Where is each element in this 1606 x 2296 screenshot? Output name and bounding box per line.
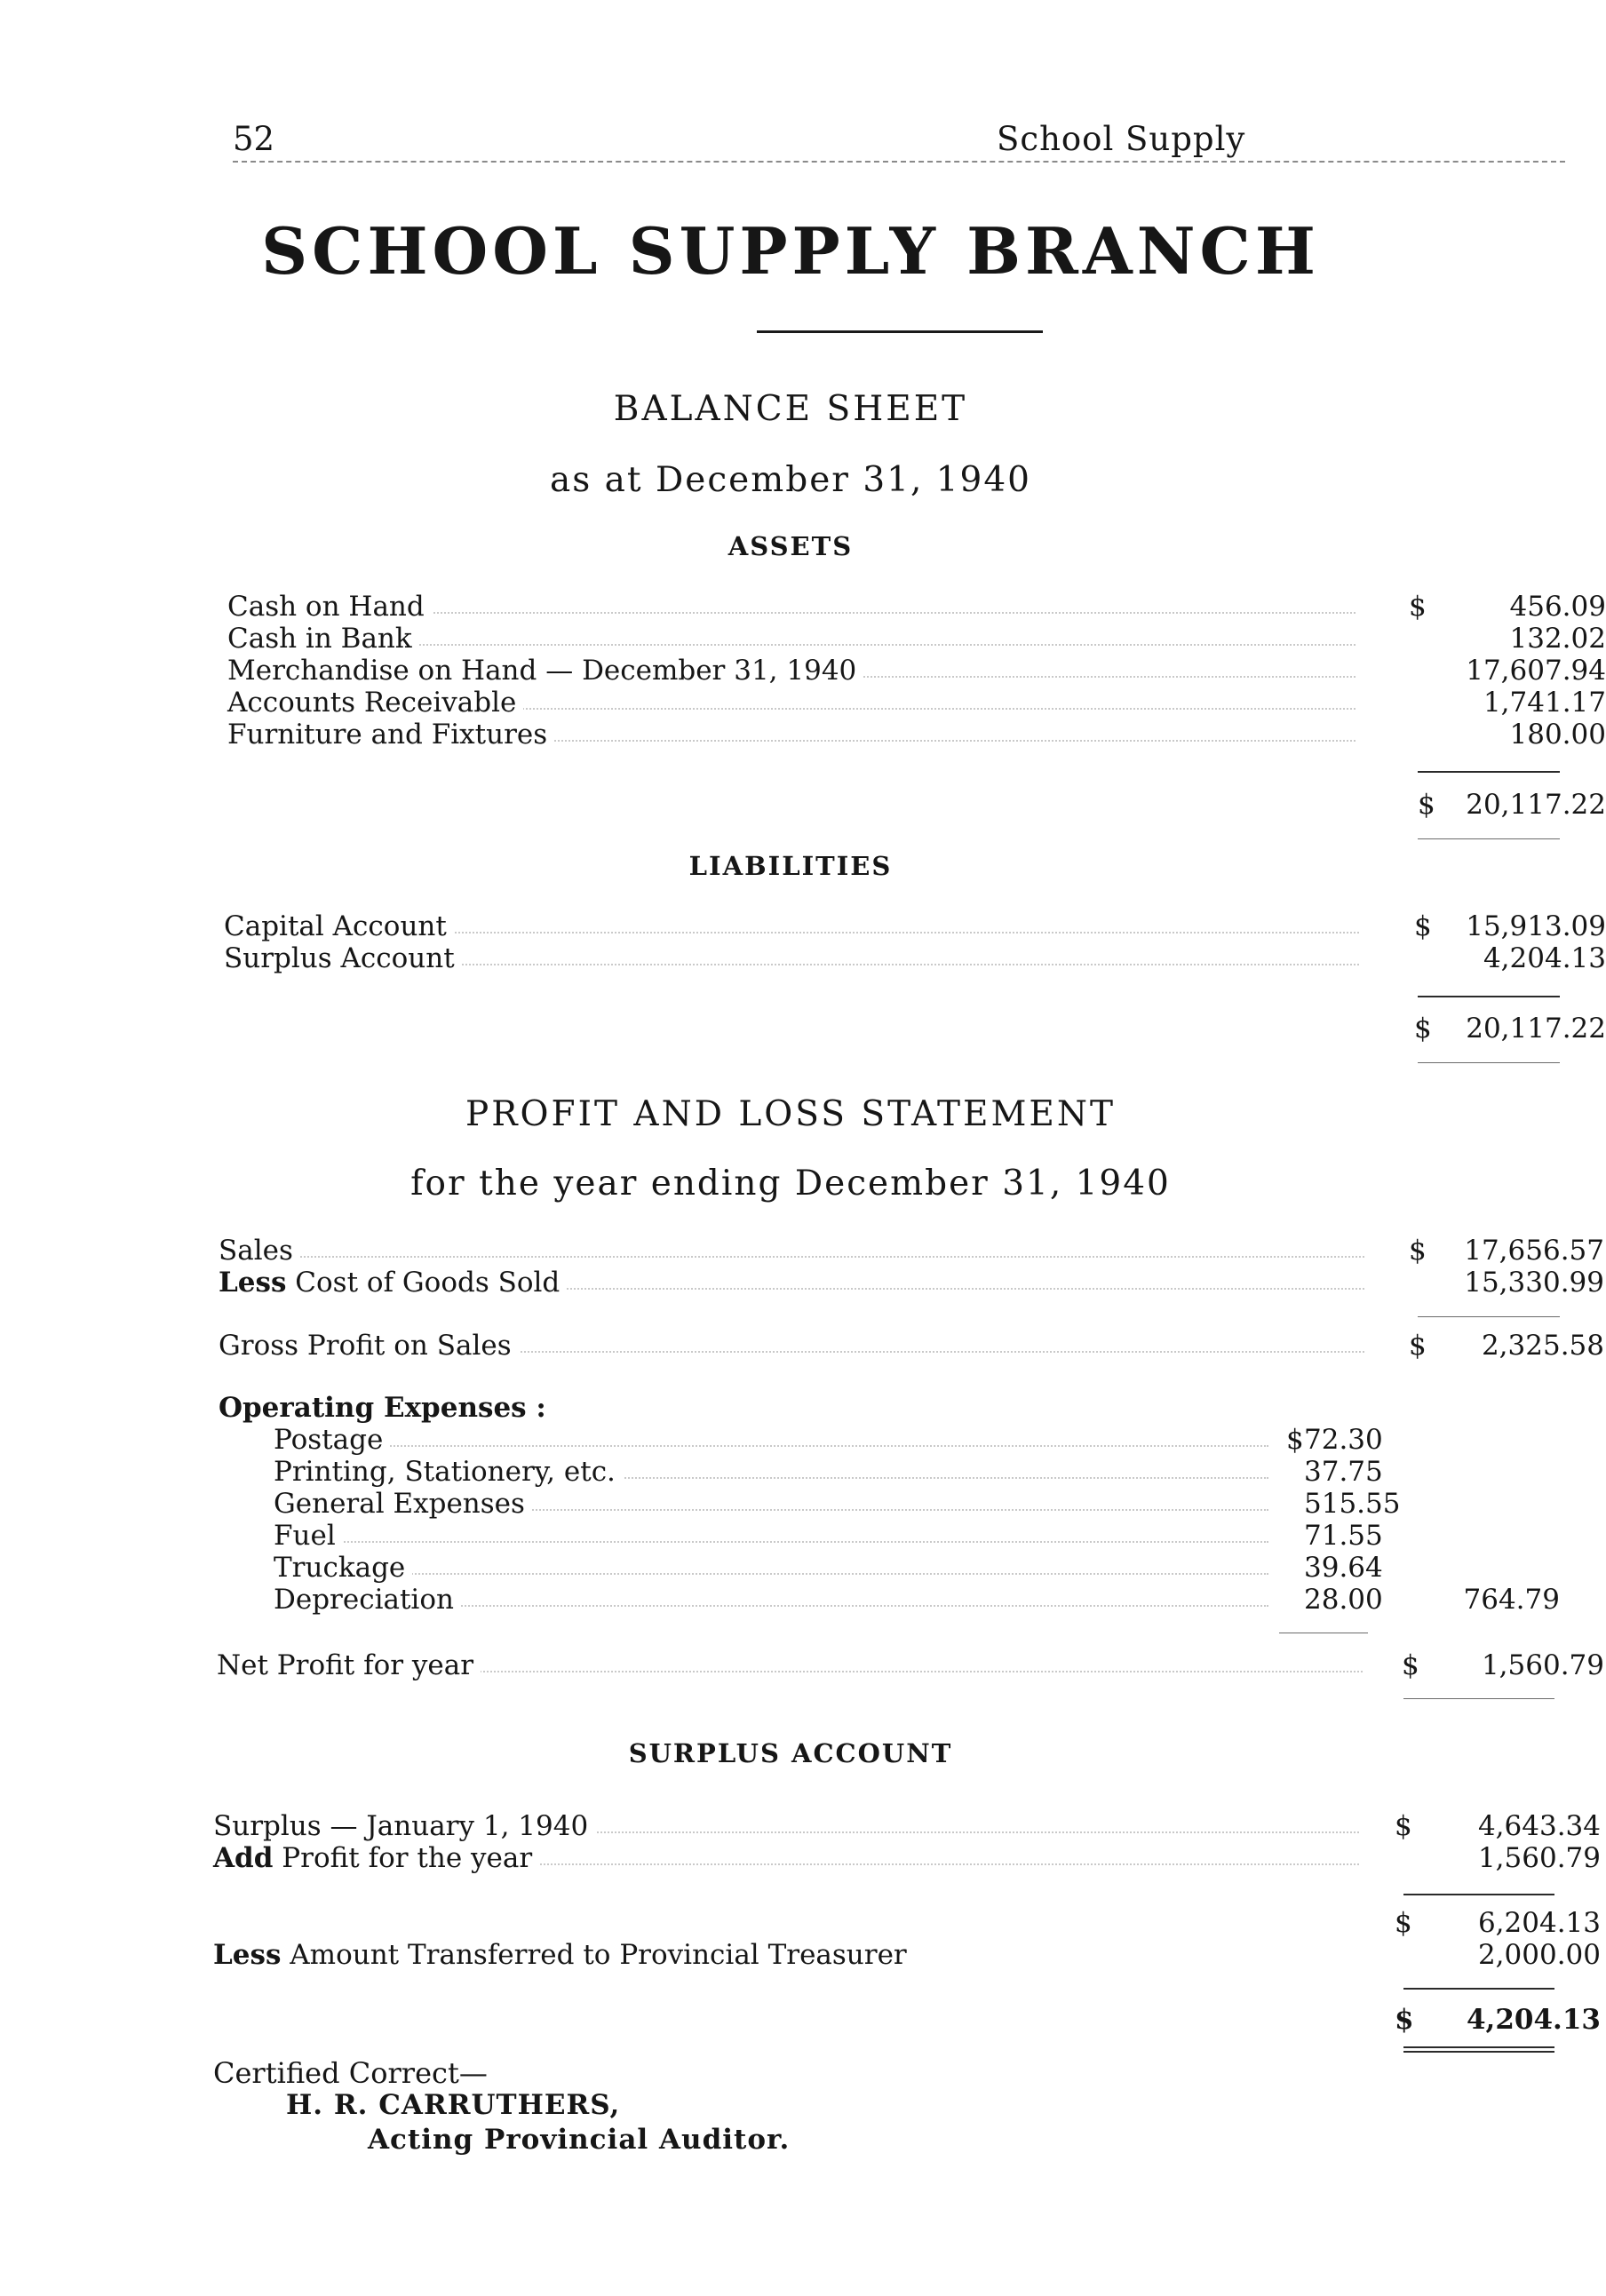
net-profit-row <box>217 1649 1604 1681</box>
surplus-closing-row <box>213 2004 1601 2036</box>
surplus-opening-currency: $ <box>1395 1810 1412 1842</box>
expense-label: Truckage <box>274 1552 412 1584</box>
gross-amount: 2,325.58 <box>1481 1330 1604 1362</box>
opex-heading <box>219 1392 1107 1424</box>
surplus-subtotal-rule <box>1403 1894 1554 1895</box>
pl-sales-row <box>219 1235 1604 1267</box>
assets-total-row <box>227 789 1606 821</box>
running-title: School Supply <box>997 120 1246 158</box>
surplus-closing: 4,204.13 <box>1466 2004 1601 2036</box>
expense-row <box>274 1456 1560 1488</box>
expense-amount: 39.64 <box>1304 1552 1383 1584</box>
surplus-less-row <box>213 1939 1601 1971</box>
expense-row <box>274 1520 1560 1552</box>
asset-currency: $ <box>1409 591 1427 623</box>
expense-label: Postage <box>274 1424 390 1456</box>
expenses-total: 764.79 <box>1463 1584 1560 1616</box>
cost-amount: 15,330.99 <box>1464 1267 1604 1299</box>
asset-amount: 132.02 <box>1509 623 1606 655</box>
net-profit-label: Net Profit for year <box>217 1649 481 1681</box>
expense-label: Depreciation <box>274 1584 461 1616</box>
liabilities-total-rule <box>1418 1062 1560 1063</box>
liability-amount: 4,204.13 <box>1483 942 1606 974</box>
expense-amount: 37.75 <box>1304 1456 1383 1488</box>
asset-label: Cash in Bank <box>227 623 419 655</box>
balance-sheet-heading: BALANCE SHEET <box>613 389 968 429</box>
less-amount: 2,000.00 <box>1477 1939 1601 1971</box>
liabilities-total-row <box>224 1013 1606 1045</box>
assets-total-currency: $ <box>1418 789 1435 821</box>
liabilities-total: 20,117.22 <box>1466 1013 1606 1045</box>
liability-row <box>224 942 1606 974</box>
cost-prefix: Less <box>219 1267 287 1299</box>
pl-gross-row <box>219 1330 1604 1362</box>
running-head <box>233 118 1565 163</box>
expense-row <box>274 1552 1560 1584</box>
net-profit-rule <box>1403 1698 1554 1699</box>
asset-amount: 1,741.17 <box>1483 687 1606 719</box>
liability-amount: 15,913.09 <box>1466 910 1606 942</box>
double-rule <box>1403 2046 1554 2053</box>
surplus-closing-currency: $ <box>1395 2004 1414 2036</box>
surplus-closing-rule <box>1403 1988 1554 1990</box>
expense-label: General Expenses <box>274 1488 532 1520</box>
asset-row <box>227 591 1606 623</box>
add-prefix: Add <box>213 1842 274 1874</box>
surplus-opening-row <box>213 1810 1601 1842</box>
asset-row <box>227 655 1606 687</box>
expense-currency: $ <box>1286 1424 1304 1456</box>
cost-label: Cost of Goods Sold <box>295 1267 561 1299</box>
assets-heading: ASSETS <box>727 531 854 561</box>
liability-label: Capital Account <box>224 910 454 942</box>
assets-subtotal-rule <box>1418 771 1560 773</box>
expense-row <box>274 1488 1560 1520</box>
surplus-subtotal-row <box>213 1907 1601 1939</box>
pl-heading: PROFIT AND LOSS STATEMENT <box>465 1094 1117 1134</box>
opex-colon: : <box>536 1392 546 1424</box>
pl-date: for the year ending December 31, 1940 <box>410 1164 1171 1204</box>
liability-label: Surplus Account <box>224 942 462 974</box>
page-title: SCHOOL SUPPLY BRANCH <box>261 213 1320 289</box>
expense-row <box>274 1424 1560 1456</box>
asset-label: Accounts Receivable <box>227 687 523 719</box>
expense-amount: 72.30 <box>1304 1424 1383 1456</box>
liability-row <box>224 910 1606 942</box>
liabilities-subtotal-rule <box>1418 996 1560 997</box>
opex-word: Expenses <box>383 1392 527 1424</box>
assets-total: 20,117.22 <box>1466 789 1606 821</box>
sales-amount: 17,656.57 <box>1464 1235 1604 1267</box>
surplus-add-row <box>213 1842 1601 1874</box>
asset-row <box>227 623 1606 655</box>
asset-row <box>227 719 1606 751</box>
expense-amount: 71.55 <box>1304 1520 1383 1552</box>
surplus-opening-amount: 4,643.34 <box>1477 1810 1601 1842</box>
less-prefix: Less <box>213 1939 282 1971</box>
gross-rule <box>1418 1316 1560 1317</box>
expense-label: Printing, Stationery, etc. <box>274 1456 623 1488</box>
less-label: Amount Transferred to Provincial Treasurer <box>290 1939 907 1971</box>
add-label: Profit for the year <box>282 1842 533 1874</box>
page-number: 52 <box>233 120 275 158</box>
expense-label: Fuel <box>274 1520 343 1552</box>
sales-currency: $ <box>1409 1235 1427 1267</box>
surplus-heading: SURPLUS ACCOUNT <box>628 1738 953 1768</box>
asset-amount: 456.09 <box>1509 591 1606 623</box>
asset-amount: 17,607.94 <box>1466 655 1606 687</box>
gross-currency: $ <box>1409 1330 1427 1362</box>
liabilities-heading: LIABILITIES <box>688 851 893 881</box>
title-rule <box>757 330 1043 333</box>
expense-row <box>274 1584 1560 1616</box>
asset-amount: 180.00 <box>1509 719 1606 751</box>
sales-label: Sales <box>219 1235 300 1267</box>
balance-sheet-date: as at December 31, 1940 <box>550 460 1031 500</box>
liability-currency: $ <box>1414 910 1432 942</box>
auditor-title: Acting Provincial Auditor. <box>368 2124 791 2156</box>
asset-label: Furniture and Fixtures <box>227 719 554 751</box>
asset-label: Cash on Hand <box>227 591 432 623</box>
net-profit-currency: $ <box>1402 1649 1419 1681</box>
add-amount: 1,560.79 <box>1477 1842 1601 1874</box>
expense-amount: 28.00 <box>1304 1584 1383 1616</box>
net-profit-amount: 1,560.79 <box>1481 1649 1604 1681</box>
liabilities-total-currency: $ <box>1414 1013 1432 1045</box>
expense-amount: 515.55 <box>1304 1488 1401 1520</box>
asset-row <box>227 687 1606 719</box>
surplus-subtotal-currency: $ <box>1395 1907 1412 1939</box>
auditor-name: H. R. CARRUTHERS, <box>286 2089 621 2121</box>
pl-cost-row <box>219 1267 1604 1299</box>
surplus-subtotal: 6,204.13 <box>1477 1907 1601 1939</box>
gross-label: Gross Profit on Sales <box>219 1330 519 1362</box>
opex-prefix: Operating <box>219 1392 375 1424</box>
assets-total-rule <box>1418 838 1560 839</box>
certified-line: Certified Correct— <box>213 2056 488 2090</box>
asset-label: Merchandise on Hand — December 31, 1940 <box>227 655 863 687</box>
surplus-opening-label: Surplus — January 1, 1940 <box>213 1810 595 1842</box>
